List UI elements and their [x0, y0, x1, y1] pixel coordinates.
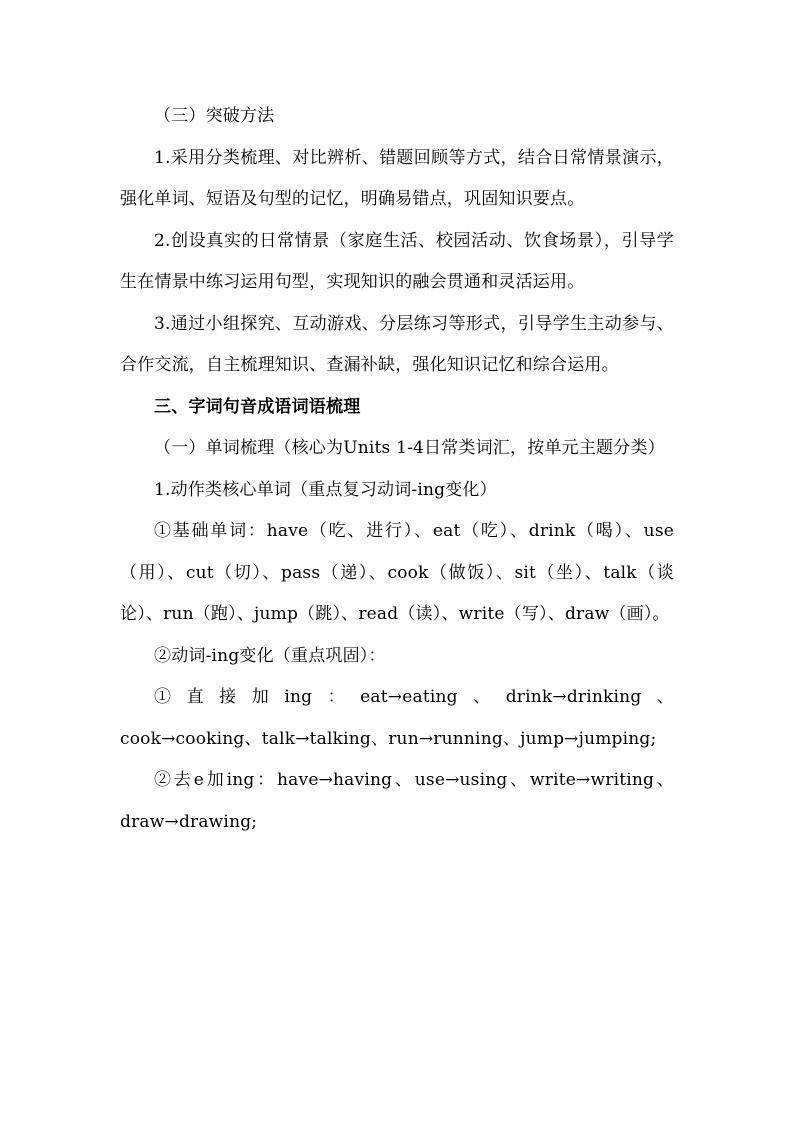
document-body: [120, 96, 674, 843]
method-item-2: 2.创设真实的日常情景（家庭生活、校园活动、饮食场景），引导学生在情景中练习运用句型，实现知识的融会贯通和灵活运用。: [120, 230, 674, 292]
section-heading-vocabulary-review: 三、字词句音成语词语梳理: [154, 396, 361, 417]
section-heading-breakthrough-methods: （三）突破方法: [154, 106, 275, 126]
subsection-heading-word-review: （一）单词梳理（核心为Units 1-4日常类词汇，按单元主题分类）: [154, 438, 665, 458]
ing-rule-drop-e: ②去e加ing：have→having、use→using、write→writing、draw→drawing;: [120, 770, 674, 832]
method-item-3: 3.通过小组探究、互动游戏、分层练习等形式，引导学生主动参与、合作交流，自主梳理知识、查漏补缺，强化知识记忆和综合运用。: [120, 313, 674, 375]
ing-rule-direct-add: ①直接加ing：eat→eating、drink→drinking、cook→cooking、talk→talking、run→running、jump→jumping;: [120, 687, 674, 749]
basic-words-list: ①基础单词：have（吃、进行）、eat（吃）、drink（喝）、use（用）、cut（切）、pass（递）、cook（做饭）、sit（坐）、talk（谈论）、run（跑）、jump（跳）、read（读）、write（写）、draw（画）。: [120, 521, 674, 624]
method-item-1: 1.采用分类梳理、对比辨析、错题回顾等方式，结合日常情景演示，强化单词、短语及句型的记忆，明确易错点，巩固知识要点。: [120, 147, 674, 209]
category-heading-action-words: 1.动作类核心单词（重点复习动词-ing变化）: [154, 479, 497, 500]
ing-form-heading: ②动词-ing变化（重点巩固）：: [154, 645, 386, 666]
